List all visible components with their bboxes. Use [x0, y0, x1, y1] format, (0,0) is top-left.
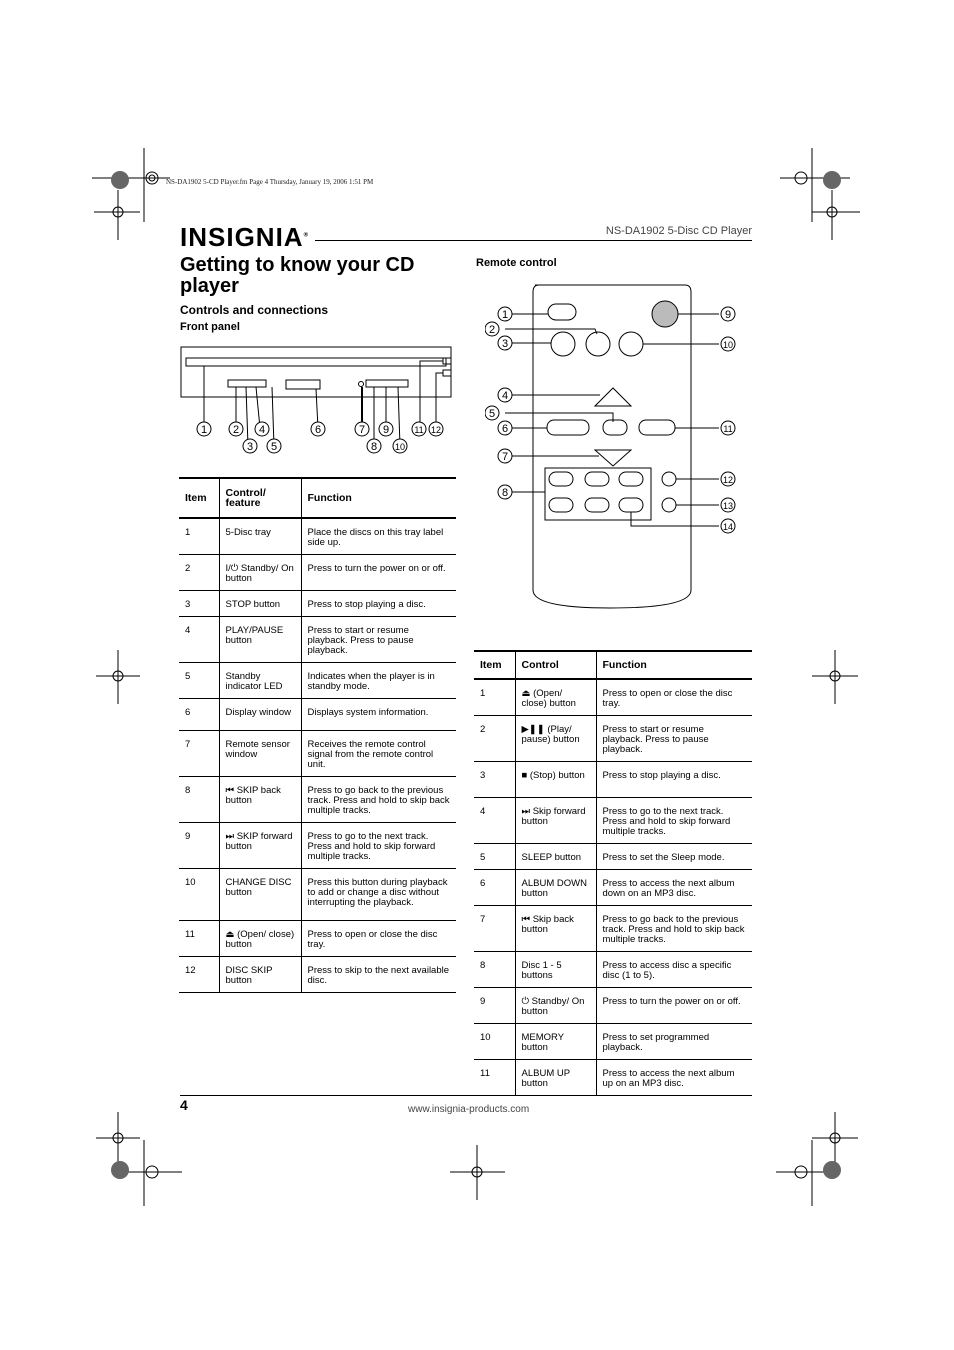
table-row [474, 952, 752, 988]
svg-text:4: 4 [258, 424, 266, 436]
header-text: NS-DA1902 5-Disc CD Player [605, 225, 752, 237]
header-control: Control/ feature [219, 478, 301, 518]
table-row [474, 988, 752, 1024]
control-cell: PLAY/PAUSE button [219, 617, 301, 663]
callout [498, 421, 512, 435]
svg-text:2: 2 [232, 424, 240, 436]
svg-text:11: 11 [414, 425, 424, 435]
item-cell: 3 [480, 770, 486, 781]
table-row [179, 731, 456, 777]
brand-logo: INSIGNIA® [180, 222, 309, 252]
item-cell: 12 [185, 965, 196, 976]
remote-heading: Remote control [476, 257, 557, 269]
svg-text:8: 8 [501, 487, 509, 499]
item-cell: 9 [185, 831, 191, 842]
table-row [474, 679, 752, 716]
callout [412, 422, 426, 436]
control-cell: ⏻ Standby/ On button [515, 988, 596, 1024]
svg-text:1: 1 [200, 424, 208, 436]
svg-text:6: 6 [501, 423, 509, 435]
front-panel-heading: Front panel [180, 321, 240, 333]
svg-text:2: 2 [488, 324, 496, 336]
function-cell: Press this button during playback to add or change a disc without interrupting the playback. [301, 869, 456, 921]
table-header [179, 478, 456, 518]
header-control: Control [515, 651, 596, 679]
item-cell: 4 [480, 806, 486, 817]
table-row [474, 906, 752, 952]
header-item: Item [185, 492, 207, 504]
control-cell: ⏭ Skip forward button [515, 798, 596, 844]
table-row [474, 870, 752, 906]
item-cell: 7 [185, 739, 191, 750]
front-panel-table [179, 477, 456, 993]
control-cell: Display window [219, 699, 301, 731]
footer-rule [180, 1095, 752, 1096]
callout [429, 422, 443, 436]
control-cell: Remote sensor window [219, 731, 301, 777]
callout [393, 439, 407, 453]
callout [229, 422, 243, 436]
control-cell: Standby indicator LED [219, 663, 301, 699]
control-cell: ⏏ (Open/ close) button [219, 921, 301, 957]
control-cell: ⏮ Skip back button [515, 906, 596, 952]
item-cell: 5 [185, 671, 191, 682]
control-cell: ⏏ (Open/ close) button [515, 679, 596, 716]
function-cell: Press to go back to the previous track. Press and hold to skip back multiple tracks. [301, 777, 456, 823]
callout [355, 422, 369, 436]
svg-text:12: 12 [430, 425, 442, 435]
function-cell: Press to stop playing a disc. [596, 762, 752, 798]
control-cell: I/⏻ Standby/ On button [219, 555, 301, 591]
function-cell: Press to turn the power on or off. [596, 988, 752, 1024]
svg-text:10: 10 [394, 442, 406, 452]
function-cell: Press to turn the power on or off. [301, 555, 456, 591]
page-number: 4 [180, 1097, 188, 1113]
item-cell: 10 [185, 877, 196, 888]
svg-text:5: 5 [270, 441, 278, 453]
function-cell: Press to set the Sleep mode. [596, 844, 752, 870]
table-row [179, 921, 456, 957]
remote-control-diagram [485, 280, 745, 610]
function-cell: Press to set programmed playback. [596, 1024, 752, 1060]
page-title: Getting to know your CD player [180, 254, 415, 297]
callout [255, 422, 269, 436]
function-cell: Displays system information. [301, 699, 456, 731]
callout [498, 449, 512, 463]
control-cell: ALBUM UP button [515, 1060, 596, 1096]
remote-control-table [474, 650, 752, 1096]
callout [721, 519, 735, 533]
callout [498, 307, 512, 321]
control-cell: ■ (Stop) button [515, 762, 596, 798]
item-cell: 7 [480, 914, 486, 925]
svg-text:1: 1 [501, 309, 509, 321]
svg-text:7: 7 [358, 424, 366, 436]
table-row [474, 1024, 752, 1060]
table-row [179, 591, 456, 617]
svg-text:13: 13 [722, 501, 734, 511]
table-row [179, 555, 456, 591]
callout [498, 336, 512, 350]
svg-text:6: 6 [314, 424, 322, 436]
table-row [474, 844, 752, 870]
svg-text:9: 9 [382, 424, 390, 436]
table-row [474, 798, 752, 844]
function-cell: Press to go to the next track. Press and hold to skip forward multiple tracks. [596, 798, 752, 844]
callout [197, 422, 211, 436]
function-cell: Place the discs on this tray label side up. [301, 518, 456, 555]
svg-text:9: 9 [724, 309, 732, 321]
header-function: Function [301, 478, 456, 518]
item-cell: 8 [185, 785, 191, 796]
control-cell: ▶❚❚ (Play/ pause) button [515, 716, 596, 762]
item-cell: 11 [185, 929, 195, 940]
item-cell: 1 [185, 527, 191, 538]
table-row [474, 1060, 752, 1096]
function-cell: Press to stop playing a disc. [301, 591, 456, 617]
function-cell: Receives the remote control signal from the remote control unit. [301, 731, 456, 777]
item-cell: 1 [480, 688, 486, 699]
callout [267, 439, 281, 453]
svg-text:5: 5 [488, 408, 496, 420]
control-cell: Disc 1 - 5 buttons [515, 952, 596, 988]
svg-text:12: 12 [722, 475, 734, 485]
function-cell: Press to access disc a specific disc (1 to 5). [596, 952, 752, 988]
item-cell: 10 [480, 1032, 491, 1043]
function-cell: Press to access the next album up on an MP3 disc. [596, 1060, 752, 1096]
callout [485, 406, 499, 420]
callout [721, 498, 735, 512]
svg-text:3: 3 [246, 441, 254, 453]
table-row [179, 869, 456, 921]
callout [721, 421, 735, 435]
table-row [179, 518, 456, 555]
section-heading: Controls and connections [180, 303, 329, 317]
function-cell: Press to open or close the disc tray. [596, 679, 752, 716]
svg-text:10: 10 [722, 340, 734, 350]
control-cell: MEMORY button [515, 1024, 596, 1060]
function-cell: Indicates when the player is in standby mode. [301, 663, 456, 699]
front-panel-diagram [176, 342, 460, 456]
footer-url: www.insignia-products.com [408, 1104, 530, 1115]
table-row [179, 617, 456, 663]
header-function: Function [596, 651, 752, 679]
callout [485, 322, 499, 336]
item-cell: 5 [480, 852, 486, 863]
callout [721, 337, 735, 351]
control-cell: STOP button [219, 591, 301, 617]
control-cell: ⏭ SKIP forward button [219, 823, 301, 869]
callout [498, 485, 512, 499]
item-cell: 11 [480, 1068, 490, 1079]
control-cell: 5-Disc tray [219, 518, 301, 555]
item-cell: 2 [480, 724, 486, 735]
item-cell: 3 [185, 599, 191, 610]
control-cell: DISC SKIP button [219, 957, 301, 993]
callout [311, 422, 325, 436]
control-cell: CHANGE DISC button [219, 869, 301, 921]
callout [367, 439, 381, 453]
file-slug: NS-DA1902 5-CD Player.fm Page 4 Thursday, January 19, 2006 1:51 PM [166, 178, 374, 186]
callout [243, 439, 257, 453]
item-cell: 2 [185, 563, 191, 574]
control-cell: ⏮ SKIP back button [219, 777, 301, 823]
callout [498, 388, 512, 402]
callout [379, 422, 393, 436]
function-cell: Press to start or resume playback. Press to pause playback. [596, 716, 752, 762]
callout [721, 307, 735, 321]
svg-text:8: 8 [370, 441, 378, 453]
table-row [179, 663, 456, 699]
function-cell: Press to access the next album down on an MP3 disc. [596, 870, 752, 906]
svg-text:11: 11 [723, 424, 733, 434]
item-cell: 4 [185, 625, 191, 636]
table-row [179, 699, 456, 731]
svg-text:7: 7 [501, 451, 509, 463]
table-row [179, 957, 456, 993]
function-cell: Press to go to the next track. Press and hold to skip forward multiple tracks. [301, 823, 456, 869]
svg-text:3: 3 [501, 338, 509, 350]
table-row [179, 777, 456, 823]
item-cell: 9 [480, 996, 486, 1007]
function-cell: Press to go back to the previous track. Press and hold to skip back multiple tracks. [596, 906, 752, 952]
svg-text:14: 14 [722, 522, 734, 532]
table-row [179, 823, 456, 869]
function-cell: Press to skip to the next available disc. [301, 957, 456, 993]
control-cell: ALBUM DOWN button [515, 870, 596, 906]
item-cell: 6 [185, 707, 191, 718]
table-row [474, 762, 752, 798]
header-rule [315, 240, 752, 241]
table-header [474, 651, 752, 679]
callout [721, 472, 735, 486]
header-item: Item [480, 659, 502, 671]
svg-text:4: 4 [501, 390, 509, 402]
function-cell: Press to start or resume playback. Press to pause playback. [301, 617, 456, 663]
table-row [474, 716, 752, 762]
item-cell: 8 [480, 960, 486, 971]
function-cell: Press to open or close the disc tray. [301, 921, 456, 957]
item-cell: 6 [480, 878, 486, 889]
control-cell: SLEEP button [515, 844, 596, 870]
